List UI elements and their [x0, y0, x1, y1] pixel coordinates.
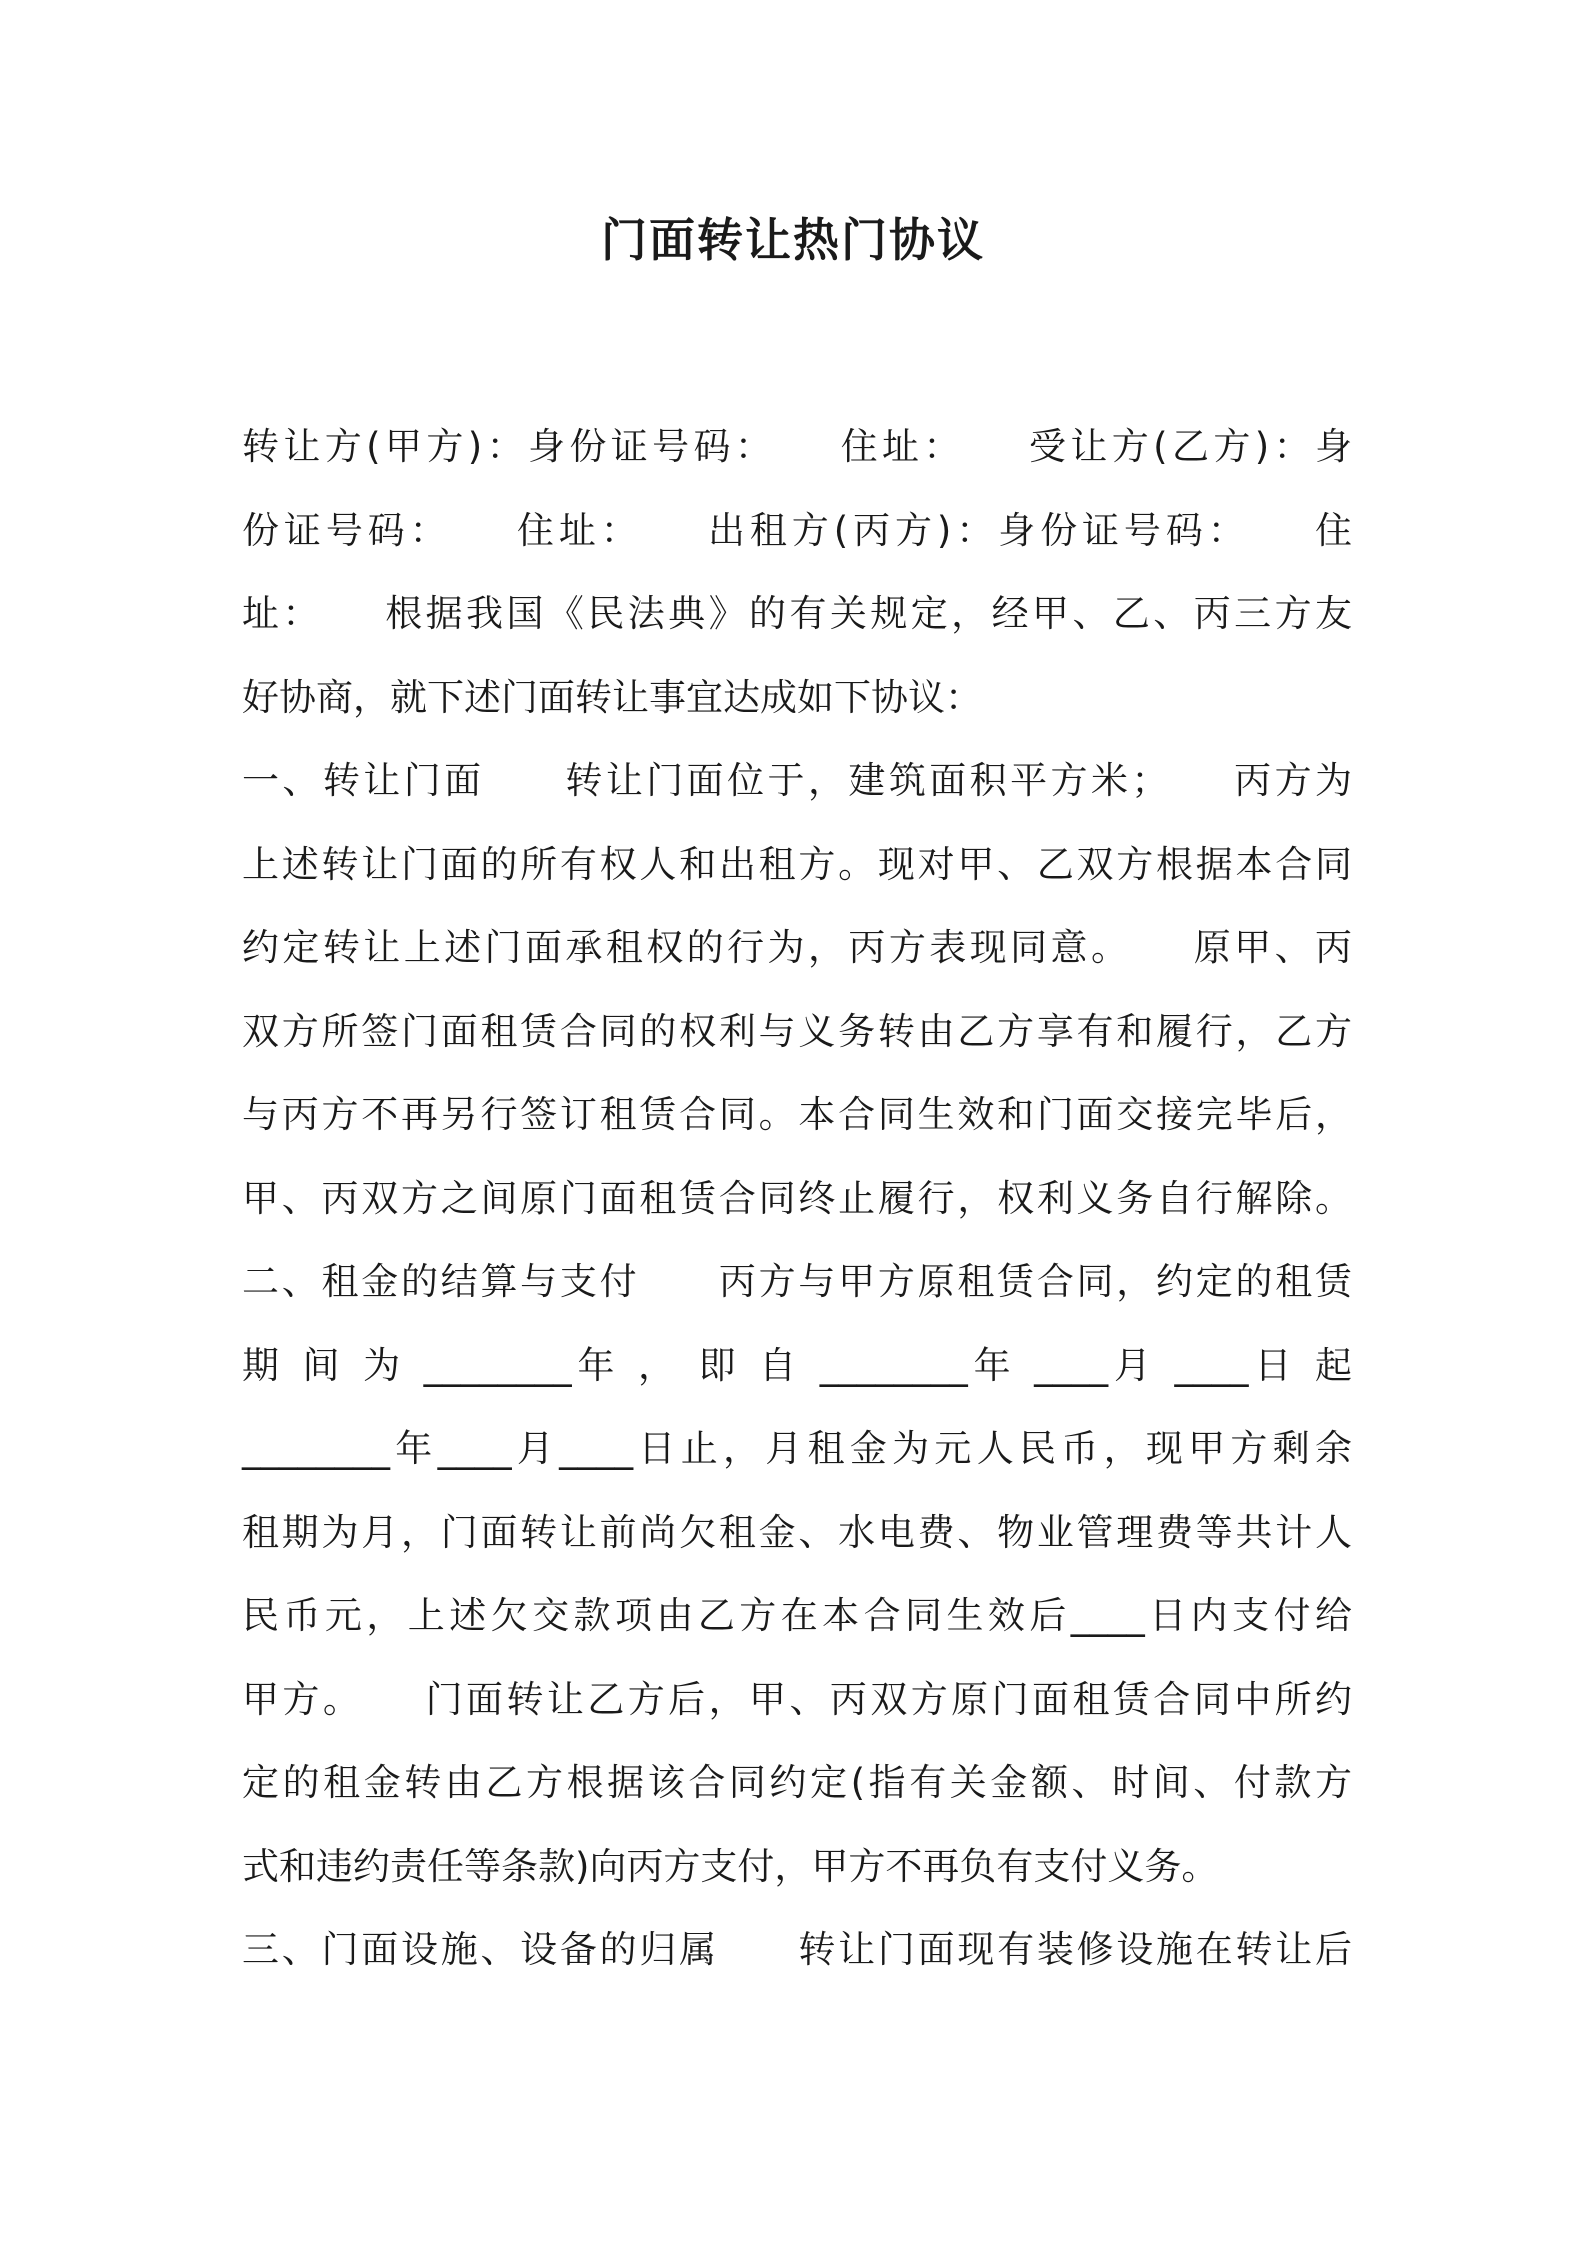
text-line: 转让方(甲方)：身份证号码： 住址： 受让方(乙方)：身 [242, 425, 1352, 468]
text-line: 双方所签门面租赁合同的权利与义务转由乙方享有和履行，乙方 [242, 1009, 1352, 1053]
text-line: ________年____月____日止，月租金为元人民币，现甲方剩余 [242, 1427, 1352, 1470]
document-title: 门面转让热门协议 [601, 213, 985, 267]
text-line: 式和违约责任等条款)向丙方支付，甲方不再负有支付义务。 [242, 1844, 1219, 1888]
text-line: 上述转让门面的所有权人和出租方。现对甲、乙双方根据本合同 [242, 842, 1352, 886]
section-heading-line: 二、租金的结算与支付 丙方与甲方原租赁合同，约定的租赁 [242, 1260, 1352, 1303]
text-line: 期 间 为 ________年 ， 即 自 ________年 ____月 ____日 起 [242, 1343, 1352, 1387]
section-heading-line: 一、转让门面 转让门面位于，建筑面积平方米； 丙方为 [242, 759, 1352, 802]
text-line: 约定转让上述门面承租权的行为，丙方表现同意。 原甲、丙 [242, 926, 1352, 969]
text-line: 好协商，就下述门面转让事宜达成如下协议： [242, 675, 982, 719]
text-line: 租期为月，门面转让前尚欠租金、水电费、物业管理费等共计人 [242, 1510, 1352, 1554]
text-line: 甲、丙双方之间原门面租赁合同终止履行，权利义务自行解除。 [242, 1176, 1352, 1220]
text-line: 址： 根据我国《民法典》的有关规定，经甲、乙、丙三方友 [242, 592, 1352, 635]
text-line: 甲方。 门面转让乙方后，甲、丙双方原门面租赁合同中所约 [242, 1677, 1352, 1721]
section-heading-line: 三、门面设施、设备的归属 转让门面现有装修设施在转让后 [242, 1928, 1352, 1971]
text-line: 份证号码： 住址： 出租方(丙方)：身份证号码： 住 [242, 508, 1352, 552]
text-line: 与丙方不再另行签订租赁合同。本合同生效和门面交接完毕后， [242, 1093, 1352, 1136]
document-body [242, 405, 1352, 1992]
text-line: 定的租金转由乙方根据该合同约定(指有关金额、时间、付款方 [242, 1761, 1352, 1804]
text-line: 民币元，上述欠交款项由乙方在本合同生效后____日内支付给 [242, 1594, 1352, 1637]
